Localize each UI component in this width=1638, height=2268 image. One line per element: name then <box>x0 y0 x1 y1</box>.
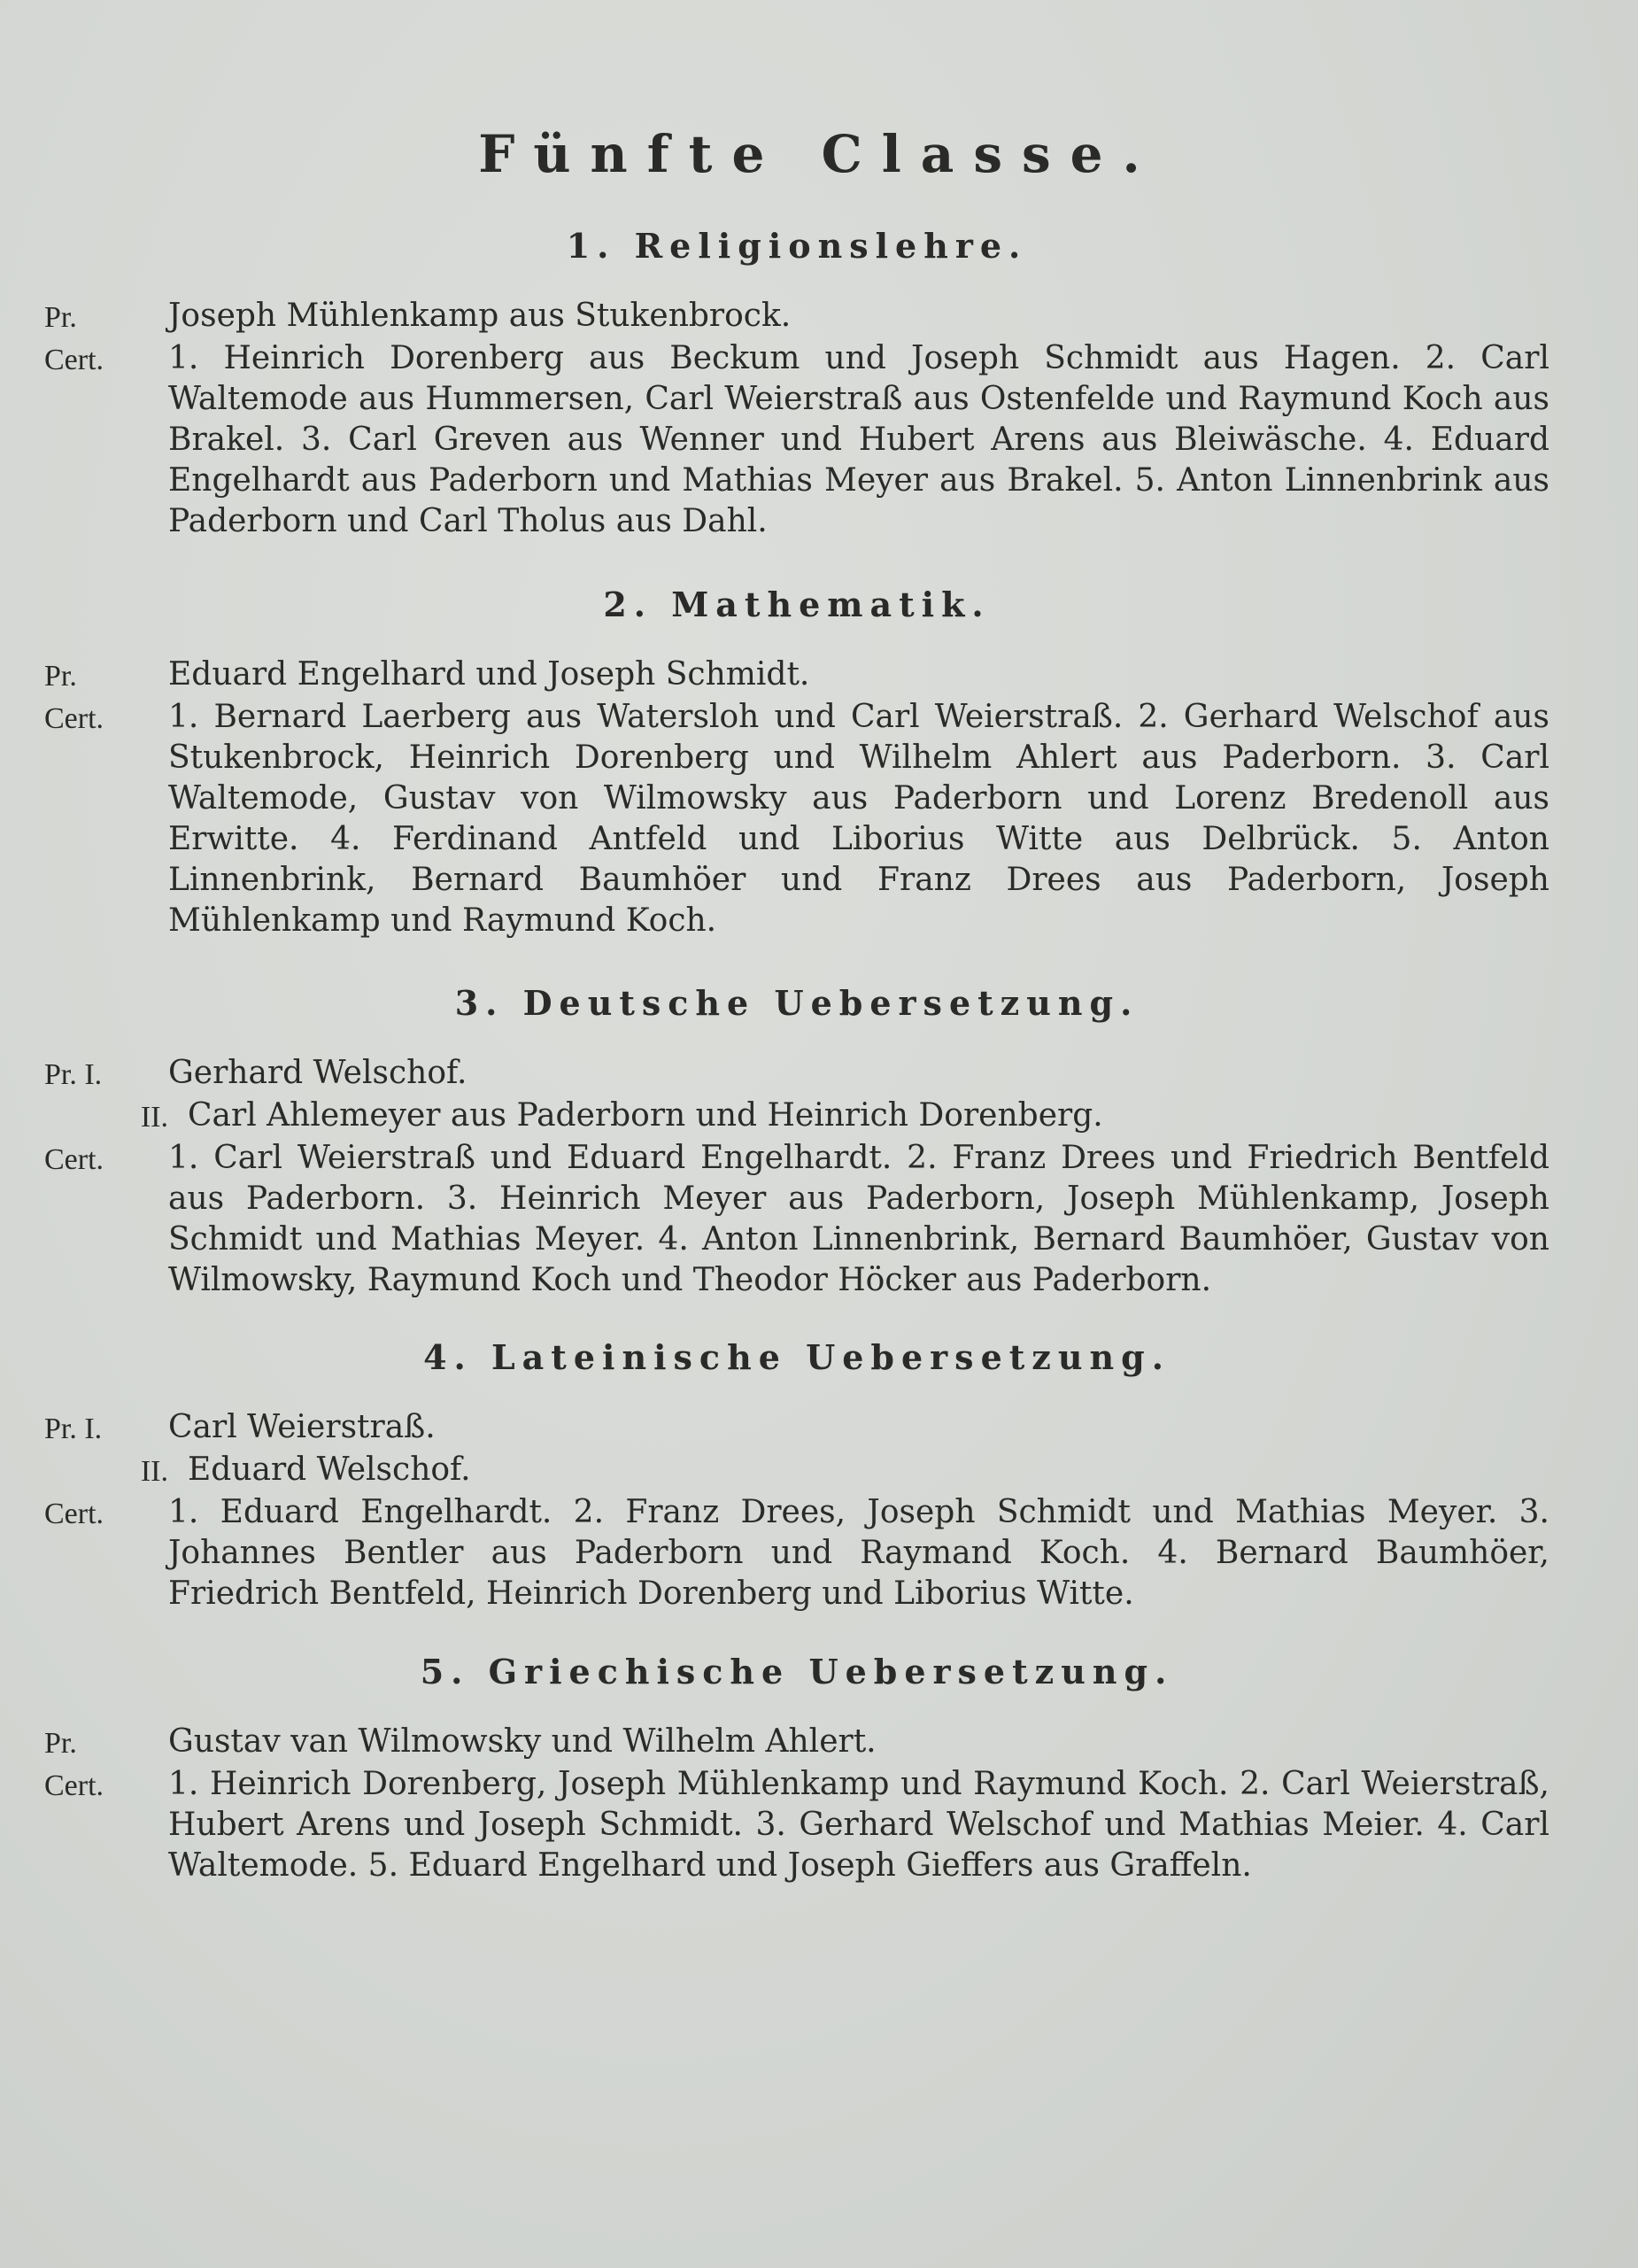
prize-row <box>44 654 1549 697</box>
row-text: Gerhard Welschof. <box>168 1055 467 1091</box>
section-deutsche-uebersetzung <box>44 983 1549 1301</box>
section-lateinische-uebersetzung <box>44 1337 1549 1614</box>
row-text: 1. Heinrich Dorenberg aus Beckum und Joseph Schmidt aus Hagen. 2. Carl Waltemode aus Hummersen, Carl Weierstraß aus Ostenfelde und Raymund Koch aus Brakel. 3. Carl Greven aus Wenner und Hubert Arens aus Bleiwäsche. 4. Eduard Engelhardt aus Paderborn und Mathias Meyer aus Brakel. 5. Anton Linnenbrink aus Paderborn und Carl Tholus aus Dahl. <box>168 340 1549 539</box>
row-label: Cert. <box>44 344 104 376</box>
section-heading: 5. Griechische Uebersetzung. <box>420 1652 1174 1691</box>
row-text: 1. Bernard Laerberg aus Watersloh und Carl Weierstraß. 2. Gerhard Welschof aus Stukenbrock, Heinrich Dorenberg und Wilhelm Ahlert aus Paderborn. 3. Carl Waltemode, Gustav von Wilmowsky aus Paderborn und Lorenz Bredenoll aus Erwitte. 4. Ferdinand Antfeld und Liborius Witte aus Delbrück. 5. Anton Linnenbrink, Bernard Baumhöer und Franz Drees aus Paderborn, Joseph Mühlenkamp und Raymund Koch. <box>168 699 1549 939</box>
certificate-row <box>44 338 1549 542</box>
section-heading: 3. Deutsche Uebersetzung. <box>454 983 1140 1023</box>
row-label: Pr. <box>44 1727 77 1760</box>
row-text: Gustav van Wilmowsky und Wilhelm Ahlert. <box>168 1723 877 1760</box>
row-label: II. <box>140 1455 168 1488</box>
row-label: Cert. <box>44 702 104 735</box>
row-label: Pr. I. <box>44 1413 103 1445</box>
row-label: Cert. <box>44 1498 104 1530</box>
row-label: Cert. <box>44 1769 104 1802</box>
section-heading: 1. Religionslehre. <box>566 226 1028 266</box>
prize-row <box>44 1407 1549 1450</box>
row-text: Carl Ahlemeyer aus Paderborn und Heinrich Dorenberg. <box>188 1097 1103 1134</box>
prize-row <box>44 1722 1549 1764</box>
row-text: Eduard Welschof. <box>188 1451 471 1488</box>
certificate-row <box>44 1138 1549 1301</box>
second-prize-row <box>44 1095 1549 1138</box>
row-label: Pr. <box>44 301 77 334</box>
page-title: Fünfte Classe. <box>478 124 1160 184</box>
section-griechische-uebersetzung <box>44 1652 1549 1886</box>
certificate-row <box>44 1492 1549 1614</box>
row-text: 1. Heinrich Dorenberg, Joseph Mühlenkamp und Raymund Koch. 2. Carl Weierstraß, Hubert Arens und Joseph Schmidt. 3. Gerhard Welschof und Mathias Meier. 4. Carl Waltemode. 5. Eduard Engelhard und Joseph Gieffers aus Graffeln. <box>168 1766 1549 1884</box>
section-religionslehre <box>44 226 1549 542</box>
section-mathematik <box>44 584 1549 941</box>
row-label: Pr. <box>44 660 77 693</box>
row-label: Cert. <box>44 1143 104 1176</box>
row-text: 1. Eduard Engelhardt. 2. Franz Drees, Joseph Schmidt und Mathias Meyer. 3. Johannes Bentler aus Paderborn und Raymand Koch. 4. Bernard Baumhöer, Friedrich Bentfeld, Heinrich Dorenberg und Liborius Witte. <box>168 1494 1549 1612</box>
certificate-row <box>44 697 1549 941</box>
certificate-row <box>44 1764 1549 1886</box>
row-text: Eduard Engelhard und Joseph Schmidt. <box>168 656 810 693</box>
row-label: Pr. I. <box>44 1058 103 1091</box>
prize-row <box>44 296 1549 338</box>
row-label: II. <box>140 1101 168 1134</box>
prize-row <box>44 1053 1549 1095</box>
row-text: Joseph Mühlenkamp aus Stukenbrock. <box>168 298 792 334</box>
second-prize-row <box>44 1450 1549 1492</box>
section-heading: 2. Mathematik. <box>603 584 991 624</box>
section-heading: 4. Lateinische Uebersetzung. <box>423 1337 1171 1377</box>
row-text: 1. Carl Weierstraß und Eduard Engelhardt. 2. Franz Drees und Friedrich Bentfeld aus Paderborn. 3. Heinrich Meyer aus Paderborn, Joseph Mühlenkamp, Joseph Schmidt und Mathias Meyer. 4. Anton Linnenbrink, Bernard Baumhöer, Gustav von Wilmowsky, Raymund Koch und Theodor Höcker aus Paderborn. <box>168 1140 1549 1298</box>
row-text: Carl Weierstraß. <box>168 1409 436 1445</box>
